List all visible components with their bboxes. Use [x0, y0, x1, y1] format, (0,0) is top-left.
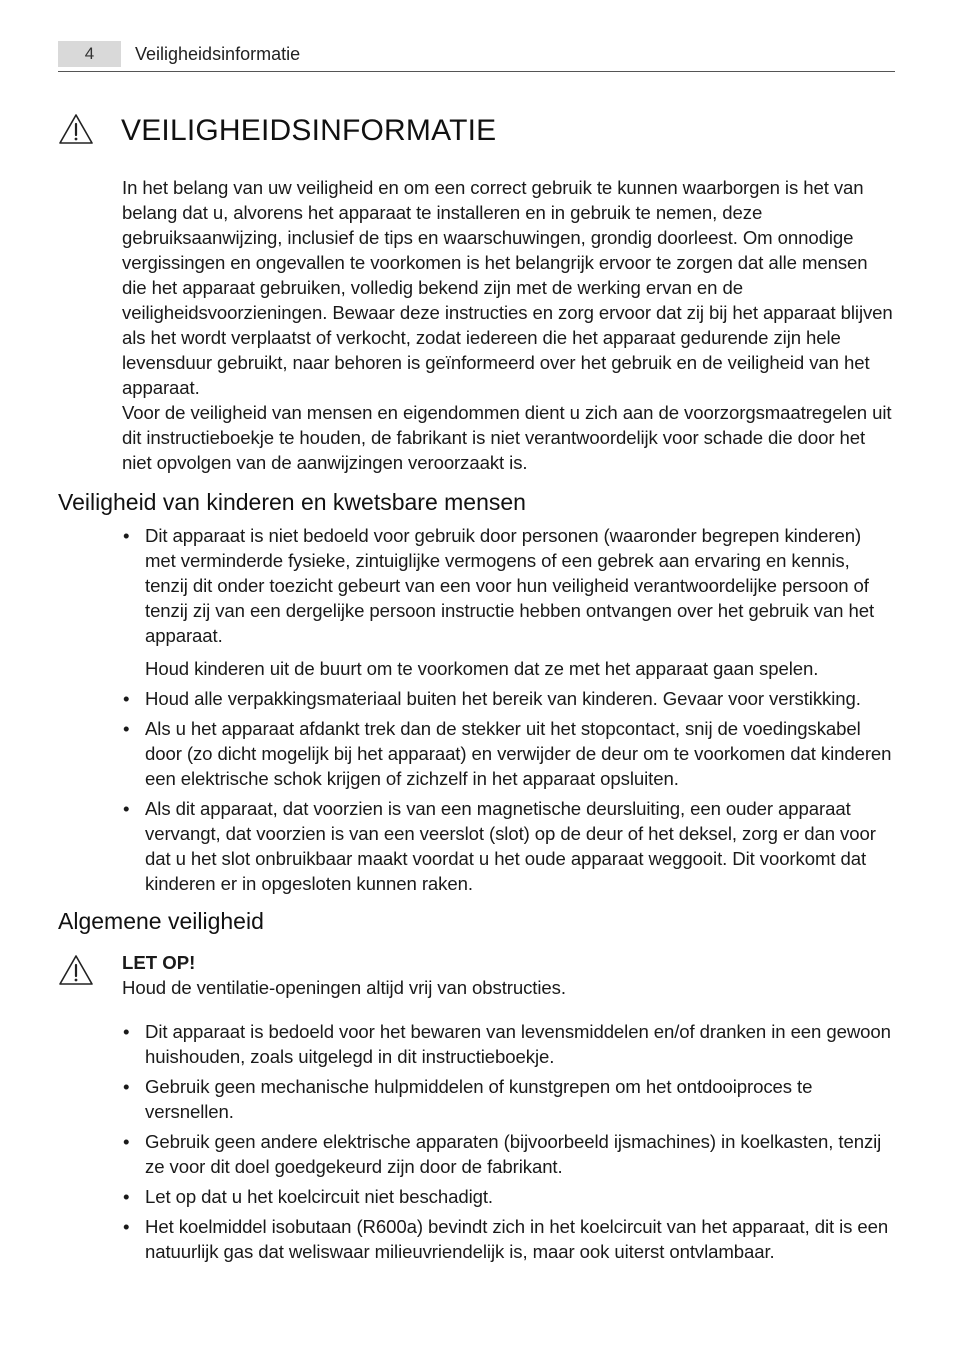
intro-paragraph: Voor de veiligheid van mensen en eigendommen dient u zich aan de voorzorgsmaatregelen uit dit instructieboekje te houden, de fabrikant is niet verantwoordelijk voor schade die door het niet opvolgen van de aanwijzingen veroorzaakt is.: [122, 402, 892, 473]
bullet-dot: •: [123, 1076, 130, 1097]
bullet-dot: •: [123, 525, 130, 546]
bullet-dot: •: [123, 1186, 130, 1207]
children-bullet-list: [122, 523, 895, 896]
list-item-text: Dit apparaat is bedoeld voor het bewaren van levensmiddelen en/of dranken in een gewoon huishouden, zoals uitgelegd in dit instructieboekje.: [145, 1021, 891, 1067]
page-number: 4: [58, 41, 121, 67]
list-item: [122, 796, 895, 896]
warning-triangle-icon: [58, 113, 94, 145]
list-item-text: Als u het apparaat afdankt trek dan de stekker uit het stopcontact, snij de voedingskabel door (zo dicht mogelijk bij het apparaat) en verwijder de deur om te voorkomen dat kinderen een elektrische schok krijgen of zichzelf in het apparaat opsluiten.: [145, 718, 892, 789]
bullet-dot: •: [123, 1131, 130, 1152]
bullet-dot: •: [123, 798, 130, 819]
intro-text: [122, 175, 894, 475]
list-item: [122, 1129, 895, 1179]
list-item: [122, 686, 895, 711]
list-item-text: Houd alle verpakkingsmateriaal buiten het bereik van kinderen. Gevaar voor verstikking.: [145, 688, 861, 709]
list-item: [122, 1019, 895, 1069]
bullet-dot: •: [123, 1216, 130, 1237]
section-heading-children: Veiligheid van kinderen en kwetsbare mensen: [58, 489, 526, 515]
page-title: VEILIGHEIDSINFORMATIE: [121, 114, 497, 147]
warning-text: Houd de ventilatie-openingen altijd vrij van obstructies.: [122, 977, 566, 998]
list-item-text: Let op dat u het koelcircuit niet beschadigt.: [145, 1186, 493, 1207]
list-item: [122, 1184, 895, 1209]
warning-triangle-icon: [58, 954, 94, 986]
list-item: [122, 1214, 895, 1264]
list-item-text: Gebruik geen mechanische hulpmiddelen of kunstgrepen om het ontdooiproces te versnellen.: [145, 1076, 813, 1122]
bullet-dot: •: [123, 1021, 130, 1042]
bullet-dot: •: [123, 718, 130, 739]
general-bullet-list: [122, 1019, 895, 1264]
warning-note: [122, 950, 894, 1000]
section-heading-general: Algemene veiligheid: [58, 908, 264, 934]
list-item-text: Dit apparaat is niet bedoeld voor gebruik door personen (waaronder begrepen kinderen) met verminderde fysieke, zintuiglijke vermogens of een gebrek aan ervaring en kennis, tenzij dit onder toezicht gebeurt van een voor hun veiligheid verantwoordelijke persoon of tenzij zij van een dergelijke persoon instructie hebben ontvangen over het gebruik van het apparaat.: [145, 525, 875, 646]
list-item-extra: Houd kinderen uit de buurt om te voorkomen dat ze met het apparaat gaan spelen.: [145, 658, 819, 679]
running-title: Veiligheidsinformatie: [135, 44, 301, 64]
list-item-text: Als dit apparaat, dat voorzien is van een magnetische deursluiting, een ouder apparaat vervangt, dat voorzien is van een veerslot (slot) op de deur of het deksel, zorg er dan voor dat u het slot onbruikbaar maakt voordat u het oude apparaat weggooit. Dit voorkomt dat kinderen er in opgesloten kunnen raken.: [145, 798, 876, 894]
list-item: [122, 716, 895, 791]
list-item-text: Het koelmiddel isobutaan (R600a) bevindt zich in het koelcircuit van het apparaat, dit is een natuurlijk gas dat weliswaar milieuvriendelijk is, maar ook uiterst ontvlambaar.: [145, 1216, 889, 1262]
intro-paragraph: In het belang van uw veiligheid en om een correct gebruik te kunnen waarborgen is het van belang dat u, alvorens het apparaat te installeren en in gebruik te nemen, deze gebruiksaanwijzing, inclusief de tips en waarschuwingen, grondig doorleest. Om onnodige vergissingen en ongevallen te voorkomen is het belangrijk ervoor te zorgen dat alle mensen die het apparaat gebruiken, volledig bekend zijn met de werking ervan en de veiligheidsvoorzieningen. Bewaar deze instructies en zorg ervoor dat zij bij het apparaat blijven als het wordt verplaatst of verkocht, zodat iedereen die het apparaat gedurende zijn hele levensduur gebruikt, naar behoren is geïnformeerd over het gebruik en de veiligheid van het apparaat.: [122, 177, 893, 398]
list-item: [122, 523, 895, 681]
list-item-text: Gebruik geen andere elektrische apparaten (bijvoorbeeld ijsmachines) in koelkasten, tenzij ze voor dit doel goedgekeurd zijn door de fabrikant.: [145, 1131, 882, 1177]
list-item: [122, 1074, 895, 1124]
bullet-dot: •: [123, 688, 130, 709]
page-header: [58, 41, 895, 72]
warning-label: LET OP!: [122, 952, 196, 973]
